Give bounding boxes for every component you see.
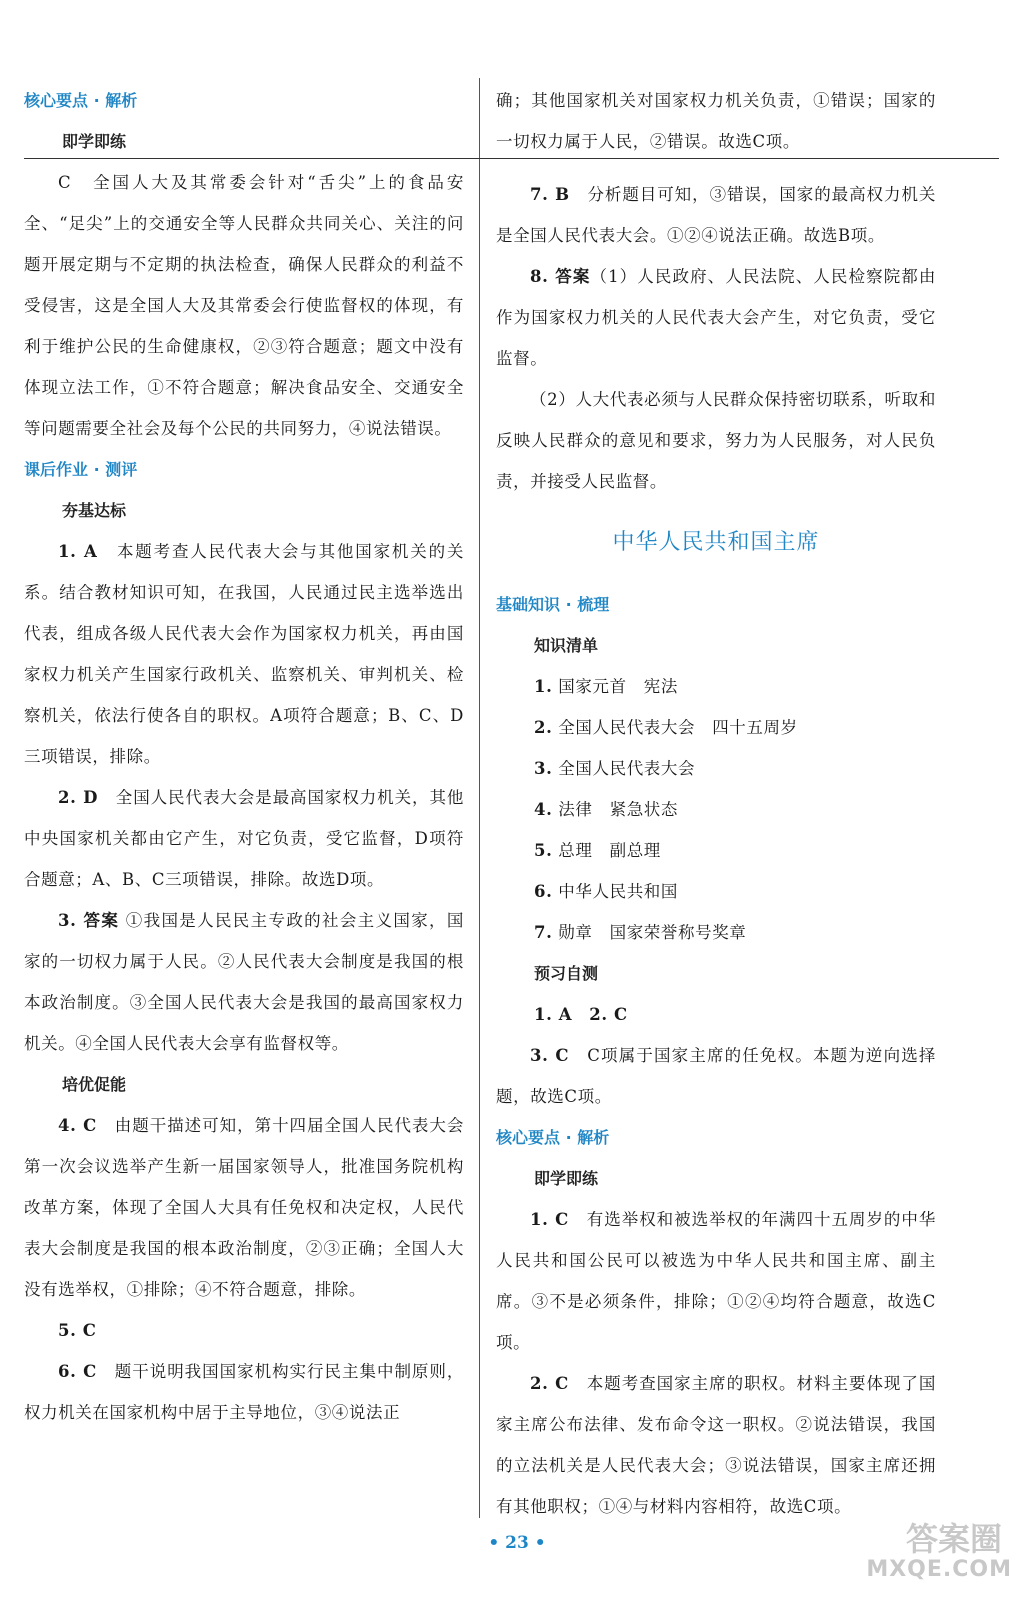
list-text: 法律 紧急状态 [558,800,678,819]
answer-text: 全国人民代表大会是最高国家权力机关，其他中央国家机关都由它产生，对它负责，受它监督，D项符合题意；A、B、C三项错误，排除。故选D项。 [24,788,464,889]
list-number: 4. [534,800,553,819]
subheading-preview-test: 预习自测 [534,964,599,983]
answer-text: 题干说明我国国家机构实行民主集中制原则，权力机关在国家机构中居于主导地位，③④说法正 [24,1362,464,1422]
answer-item-8 [496,256,936,379]
list-item [496,871,936,912]
list-item [496,912,936,953]
answer-number: 2. D [58,788,99,807]
answer-text: C项属于国家主席的任免权。本题为逆向选择题，故选C项。 [496,1046,936,1106]
answer-number: 8. 答案 [530,267,591,286]
list-text: 勋章 国家荣誉称号奖章 [558,923,747,942]
answer-item-3 [24,900,464,1064]
answer-item-7 [496,174,936,256]
answer-paragraph: C 全国人大及其常委会针对“舌尖”上的食品安全、“足尖”上的交通安全等人民群众共同关心、关注的问题开展定期与不定期的执法检查，确保人民群众的利益不受侵害，这是全国人大及其常委会行使监督权的体现，有利于维护公民的生命健康权，②③符合题意；题文中没有体现立法工作，①不符合题意；解决食品安全、交通安全等问题需要全社会及每个公民的共同努力，④说法错误。 [24,173,464,438]
answer-item-8-part-2: （2）人大代表必须与人民群众保持密切联系，听取和反映人民群众的意见和要求，努力为人民服务，对人民负责，并接受人民监督。 [496,390,936,491]
subheading-practice: 即学即练 [62,132,127,151]
continued-text: 确；其他国家机关对国家权力机关负责，①错误；国家的一切权力属于人民，②错误。故选C项。 [496,91,936,151]
answer-item-4 [24,1105,464,1310]
list-number: 1. [534,677,553,696]
answer-number: 7. B [530,185,570,204]
list-text: 国家元首 宪法 [558,677,678,696]
answer-number: 5. C [58,1321,97,1340]
answer-text: ①我国是人民民主专政的社会主义国家，国家的一切权力属于人民。②人民代表大会制度是我国的根本政治制度。③全国人民代表大会是我国的最高国家权力机关。④全国人民代表大会享有监督权等。 [24,911,464,1053]
list-number: 3. [534,759,553,778]
core-item-2 [496,1363,936,1527]
list-text: 总理 副总理 [558,841,661,860]
list-text: 全国人民代表大会 四十五周岁 [558,718,798,737]
section-header-homework: 课后作业 · 测评 [24,460,138,479]
core-item-1 [496,1199,936,1363]
answer-number: 3. 答案 [58,911,120,930]
list-item [496,666,936,707]
answer-text: 本题考查人民代表大会与其他国家机关的关系。结合教材知识可知，在我国，人民通过民主选举选出代表，组成各级人民代表大会作为国家权力机关，再由国家权力机关产生国家行政机关、监察机关、审判机关、检察机关，依法行使各自的职权。A项符合题意；B、C、D三项错误，排除。 [24,542,465,766]
answer-item-5 [24,1310,464,1351]
watermark [852,1512,1012,1582]
watermark-logo: 答案圈 [905,1520,1002,1558]
answer-number: 6. C [58,1362,97,1381]
answer-item-6 [24,1351,464,1433]
list-number: 7. [534,923,553,942]
section-header-core-analysis-2: 核心要点 · 解析 [496,1128,610,1147]
answer-text: 本题考查国家主席的职权。材料主要体现了国家主席公布法律、发布命令这一职权。②说法错误，我国的立法机关是人民代表大会；③说法错误，国家主席还拥有其他职权；①④与材料内容相符，故选C项。 [496,1374,936,1516]
answer-text: （1）人民政府、人民法院、人民检察院都由作为国家权力机关的人民代表大会产生，对它负责，受它监督。 [496,267,936,368]
left-column [24,80,464,1433]
list-number: 5. [534,841,553,860]
answer-number: 4. C [58,1116,97,1135]
watermark-text: MXQE.COM [866,1557,1012,1582]
list-number: 6. [534,882,553,901]
list-item [496,789,936,830]
list-number: 2. [534,718,553,737]
section-title: 中华人民共和国主席 [612,530,820,555]
answer-item-1 [24,531,464,777]
right-column [496,80,936,1527]
answer-number: 3. C [530,1046,570,1065]
list-text: 中华人民共和国 [558,882,678,901]
list-item [496,830,936,871]
page-number: • 23 • [488,1533,546,1553]
section-header-core-analysis: 核心要点 · 解析 [24,91,138,110]
list-text: 全国人民代表大会 [558,759,696,778]
subheading-advanced: 培优促能 [62,1075,127,1094]
list-item [496,748,936,789]
preview-item-3 [496,1035,936,1117]
list-item [496,707,936,748]
answer-number: 1. C [530,1210,569,1229]
subheading-foundation: 夯基达标 [62,501,127,520]
section-header-basics: 基础知识 · 梳理 [496,595,610,614]
answer-text: 分析题目可知，③错误，国家的最高权力机关是全国人民代表大会。①②④说法正确。故选B项。 [496,185,936,245]
answer-text: 由题干描述可知，第十四届全国人民代表大会第一次会议选举产生新一届国家领导人，批准国务院机构改革方案，体现了全国人大具有任免权和决定权，人民代表大会制度是我国的根本政治制度，②③正确；全国人大没有选举权，①排除；④不符合题意，排除。 [24,1116,464,1299]
answer-text: 有选举权和被选举权的年满四十五周岁的中华人民共和国公民可以被选为中华人民共和国主席、副主席。③不是必须条件，排除；①②④均符合题意，故选C项。 [496,1210,936,1352]
subheading-practice-2: 即学即练 [534,1169,599,1188]
answer-number: 2. C [530,1374,569,1393]
answer-number: 1. A [58,542,98,561]
subheading-knowledge-list: 知识清单 [534,636,599,655]
answer-item-2 [24,777,464,900]
column-divider [479,78,480,1518]
preview-answers [496,994,936,1035]
preview-answers-text: 1. A 2. C [534,1005,628,1024]
